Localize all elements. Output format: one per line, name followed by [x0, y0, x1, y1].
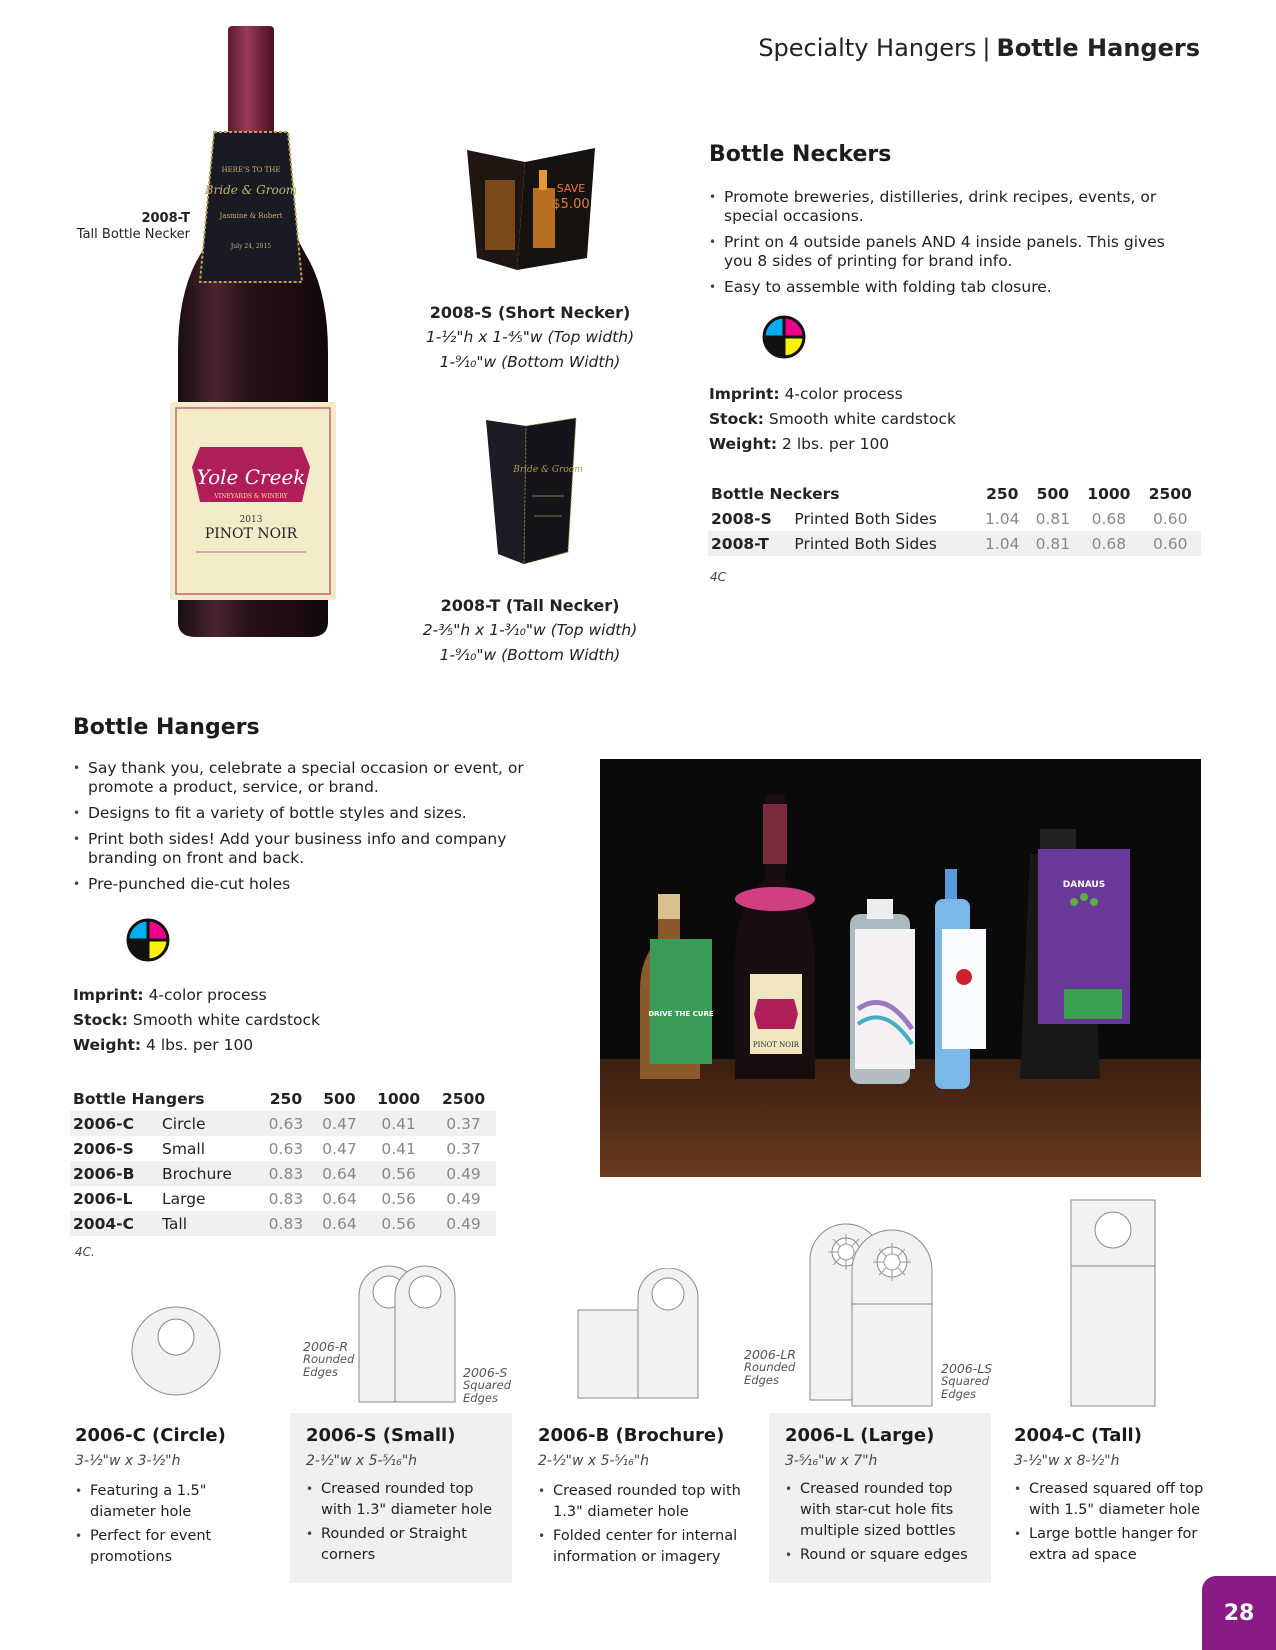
row-code: 2006-B	[70, 1161, 159, 1186]
promo-price: $5.00	[552, 197, 590, 212]
table-header: 2500	[441, 1090, 486, 1108]
stock-label: Stock:	[73, 1011, 128, 1029]
label-2006-ls: 2006-LS Squared Edges	[941, 1361, 993, 1401]
price-cell: 1.04	[984, 509, 1020, 528]
imprint-value: 4-color process	[784, 385, 903, 403]
hangers-specs	[73, 983, 320, 1058]
table-header: Bottle Neckers	[711, 485, 840, 503]
photo-hanger-text-3: PINOT NOIR	[752, 1041, 800, 1049]
bottle-hangers-photo	[600, 759, 1201, 1177]
tall-necker-title: 2008-T (Tall Necker)	[440, 596, 620, 615]
callout-name: Tall Bottle Necker	[76, 227, 190, 242]
hangers-price-table	[70, 1087, 496, 1236]
product-dims: 2-½"w x 5-⁵⁄₁₆"h	[538, 1453, 650, 1469]
price-cell: 0.83	[268, 1189, 304, 1208]
neckers-heading: Bottle Neckers	[709, 142, 892, 167]
tall-necker-dim1: 2-⅗"h x 1-³⁄₁₀"w (Top width)	[422, 621, 638, 639]
product-title: 2004-C (Tall)	[1014, 1425, 1142, 1446]
page-number-tab	[1202, 1576, 1276, 1650]
price-cell: 0.68	[1091, 509, 1127, 528]
weight-label: Weight:	[709, 435, 778, 453]
price-cell: 0.56	[366, 1211, 431, 1236]
row-desc: Large	[161, 1189, 206, 1208]
row-desc: Tall	[159, 1211, 259, 1236]
wine-bottle-image	[160, 22, 350, 652]
row-code: 2008-S	[711, 509, 772, 528]
row-code: 2008-T	[708, 531, 791, 556]
table-row	[70, 1211, 496, 1236]
list-item: • Folded center for internal information or imagery	[538, 1526, 746, 1568]
label-2006-lr: 2006-LR Rounded Edges	[744, 1347, 796, 1387]
table-header: 500	[1036, 485, 1070, 503]
row-code: 2004-C	[70, 1211, 159, 1236]
hangers-heading: Bottle Hangers	[73, 715, 260, 740]
bottle-label-sub: VINEYARDS & WINERY	[214, 493, 288, 500]
circle-hanger-diagram	[128, 1303, 224, 1399]
product-dims: 3-½"w x 8-½"h	[1014, 1453, 1120, 1469]
product-title: 2006-S (Small)	[306, 1425, 456, 1446]
row-desc: Printed Both Sides	[794, 509, 937, 528]
price-cell: 0.37	[446, 1139, 481, 1158]
short-necker-title: 2008-S (Short Necker)	[429, 303, 631, 322]
tall-necker-caption	[400, 593, 660, 668]
price-cell: 0.41	[366, 1111, 431, 1136]
list-item: • Promote breweries, distilleries, drink recipes, events, or special occasions.	[709, 188, 1169, 226]
list-item: • Creased rounded top with 1.3" diameter hole	[306, 1479, 496, 1521]
list-item: • Perfect for event promotions	[75, 1526, 270, 1568]
table-row	[70, 1186, 496, 1211]
table-header: 250	[269, 1090, 303, 1108]
short-necker-image	[455, 140, 605, 280]
list-item: • Print on 4 outside panels AND 4 inside panels. This gives you 8 sides of printing for brand info.	[709, 233, 1169, 271]
weight-value: 2 lbs. per 100	[782, 435, 890, 453]
price-cell: 0.56	[381, 1189, 416, 1208]
table-header-row	[708, 482, 1201, 506]
svg-text:Jasmine & Robert: Jasmine & Robert	[219, 212, 283, 220]
stock-label: Stock:	[709, 410, 764, 428]
table-row	[708, 506, 1201, 531]
list-item: • Say thank you, celebrate a special occasion or event, or promote a product, service, or brand.	[73, 759, 553, 797]
price-cell: 1.04	[977, 531, 1028, 556]
stock-value: Smooth white cardstock	[132, 1011, 321, 1029]
svg-text:HERE'S TO THE: HERE'S TO THE	[221, 166, 281, 174]
header-separator: |	[982, 34, 991, 62]
list-item: • Pre-punched die-cut holes	[73, 875, 553, 894]
list-item: • Round or square edges	[785, 1545, 975, 1566]
product-card-tall	[998, 1413, 1220, 1583]
list-item: • Rounded or Straight corners	[306, 1524, 496, 1566]
small-hanger-diagram	[355, 1262, 460, 1407]
row-desc: Printed Both Sides	[791, 531, 977, 556]
brochure-hanger-diagram	[576, 1268, 701, 1400]
product-dims: 3-⁵⁄₁₆"w x 7"h	[785, 1453, 878, 1469]
large-hanger-diagram	[806, 1220, 936, 1408]
row-desc: Circle	[159, 1111, 259, 1136]
short-necker-dim2: 1-⁹⁄₁₀"w (Bottom Width)	[439, 353, 621, 371]
tall-necker-callout	[50, 211, 190, 243]
list-item: • Designs to fit a variety of bottle styles and sizes.	[73, 804, 553, 823]
short-necker-dim1: 1-½"h x 1-⅘"w (Top width)	[425, 328, 635, 346]
table-row	[70, 1111, 496, 1136]
product-card-small	[290, 1413, 512, 1583]
label-2006-r: 2006-R Rounded Edges	[303, 1339, 355, 1379]
table-header: Bottle Hangers	[73, 1090, 205, 1108]
neckers-bullets	[709, 188, 1169, 304]
cmyk-process-icon	[126, 918, 170, 962]
row-code: 2006-L	[73, 1189, 133, 1208]
bottle-label-year: 2013	[239, 515, 263, 525]
svg-text:Bride & Groom: Bride & Groom	[513, 465, 583, 475]
header-title: Bottle Hangers	[996, 34, 1200, 62]
price-cell: 0.64	[313, 1211, 367, 1236]
tall-hanger-diagram	[1069, 1198, 1157, 1408]
bottle-label-varietal: PINOT NOIR	[204, 526, 298, 542]
price-cell: 0.63	[259, 1111, 313, 1136]
table-header-row	[70, 1087, 496, 1111]
table-row	[70, 1136, 496, 1161]
product-card-circle	[59, 1413, 286, 1583]
callout-code: 2008-T	[141, 211, 190, 226]
product-dims: 2-½"w x 5-⁵⁄₁₆"h	[306, 1453, 418, 1469]
row-desc: Small	[161, 1139, 206, 1158]
product-title: 2006-L (Large)	[785, 1425, 935, 1446]
list-item: • Creased squared off top with 1.5" diameter hole	[1014, 1479, 1204, 1521]
price-cell: 0.64	[313, 1161, 367, 1186]
price-cell: 0.49	[431, 1211, 496, 1236]
product-card-brochure	[522, 1413, 762, 1583]
product-title: 2006-B (Brochure)	[538, 1425, 725, 1446]
table-header: 2500	[1148, 485, 1192, 503]
price-cell: 0.81	[1035, 509, 1071, 528]
weight-label: Weight:	[73, 1036, 142, 1054]
price-cell: 0.60	[1140, 531, 1201, 556]
price-cell: 0.83	[259, 1161, 313, 1186]
table-header: 1000	[377, 1090, 421, 1108]
promo-save: SAVE	[556, 182, 586, 195]
price-cell: 0.81	[1028, 531, 1079, 556]
row-code: 2006-C	[70, 1111, 159, 1136]
svg-text:Bride & Groom: Bride & Groom	[204, 183, 298, 197]
imprint-label: Imprint:	[709, 385, 780, 403]
table-row	[708, 531, 1201, 556]
imprint-label: Imprint:	[73, 986, 144, 1004]
list-item: • Featuring a 1.5" diameter hole	[75, 1481, 270, 1523]
table-header: 250	[986, 485, 1019, 503]
photo-hanger-text-1: DRIVE THE CURE	[648, 1010, 714, 1018]
bottle-label-brand: Yole Creek	[196, 465, 306, 489]
price-cell: 0.49	[446, 1189, 481, 1208]
svg-text:July 24, 2015: July 24, 2015	[230, 243, 272, 250]
neckers-specs	[709, 382, 956, 457]
neckers-table-note: 4C	[710, 570, 727, 584]
page-header	[758, 34, 1200, 62]
imprint-value: 4-color process	[148, 986, 267, 1004]
tall-necker-dim2: 1-⁹⁄₁₀"w (Bottom Width)	[439, 646, 621, 664]
price-cell: 0.47	[313, 1111, 367, 1136]
product-title: 2006-C (Circle)	[75, 1425, 226, 1446]
price-cell: 0.49	[431, 1161, 496, 1186]
cmyk-process-icon	[762, 315, 806, 359]
price-cell: 0.68	[1078, 531, 1139, 556]
tall-necker-image	[468, 412, 593, 572]
price-cell: 0.60	[1153, 509, 1188, 528]
stock-value: Smooth white cardstock	[768, 410, 957, 428]
price-cell: 0.41	[381, 1139, 416, 1158]
table-header: 500	[323, 1090, 356, 1108]
row-desc: Brochure	[159, 1161, 259, 1186]
row-code: 2006-S	[73, 1139, 134, 1158]
short-necker-caption	[400, 300, 660, 375]
hangers-bullets	[73, 759, 553, 901]
hangers-table-note: 4C.	[75, 1245, 95, 1259]
list-item: • Large bottle hanger for extra ad space	[1014, 1524, 1204, 1566]
label-2006-s: 2006-S Squared Edges	[463, 1365, 512, 1405]
page-number: 28	[1223, 1600, 1255, 1626]
list-item: • Easy to assemble with folding tab closure.	[709, 278, 1169, 297]
weight-value: 4 lbs. per 100	[146, 1036, 254, 1054]
table-header: 1000	[1087, 485, 1131, 503]
product-dims: 3-½"w x 3-½"h	[75, 1453, 181, 1469]
price-cell: 0.56	[366, 1161, 431, 1186]
list-item: • Print both sides! Add your business info and company branding on front and back.	[73, 830, 553, 868]
header-category: Specialty Hangers	[758, 34, 977, 62]
price-cell: 0.47	[322, 1139, 357, 1158]
price-cell: 0.37	[431, 1111, 496, 1136]
price-cell: 0.83	[259, 1211, 313, 1236]
list-item: • Creased rounded top with star-cut hole fits multiple sized bottles	[785, 1479, 975, 1542]
price-cell: 0.64	[322, 1189, 357, 1208]
table-row	[70, 1161, 496, 1186]
neckers-price-table	[708, 482, 1201, 556]
photo-hanger-text-2: DANAUS	[1062, 880, 1106, 890]
product-card-large	[769, 1413, 991, 1583]
list-item: • Creased rounded top with 1.3" diameter hole	[538, 1481, 746, 1523]
price-cell: 0.63	[268, 1139, 304, 1158]
